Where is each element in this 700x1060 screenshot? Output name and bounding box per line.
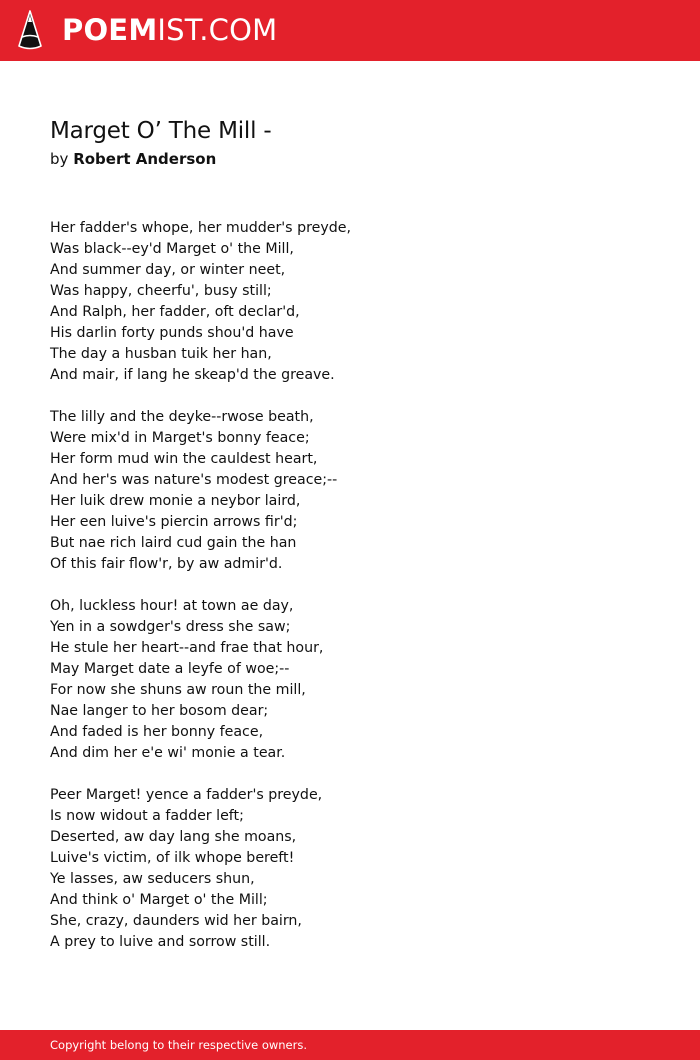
poem-line: But nae rich laird cud gain the han (50, 535, 297, 551)
poem-line: Luive's victim, of ilk whope bereft! (50, 850, 295, 866)
poem-line: And her's was nature's modest greace;-- (50, 472, 338, 488)
by-label: by (50, 150, 69, 168)
poem-line: Deserted, aw day lang she moans, (50, 829, 297, 845)
site-header (0, 0, 700, 61)
poem-line: A prey to luive and sorrow still. (50, 934, 271, 950)
stanza (50, 785, 650, 953)
byline (50, 149, 216, 169)
poem-title: Marget O’ The Mill - (50, 118, 272, 144)
poem-line: Ye lasses, aw seducers shun, (50, 871, 255, 887)
copyright-text: Copyright belong to their respective owners. (50, 1038, 308, 1052)
poem-line: And think o' Marget o' the Mill; (50, 892, 268, 908)
poem-line: And faded is her bonny feace, (50, 724, 264, 740)
poem-line: Was black--ey'd Marget o' the Mill, (50, 241, 294, 257)
stanza (50, 596, 650, 764)
poem-body (50, 218, 650, 974)
poem-line: The day a husban tuik her han, (50, 346, 272, 362)
poem-line: Her form mud win the cauldest heart, (50, 451, 318, 467)
poem-line: Her luik drew monie a neybor laird, (50, 493, 301, 509)
poem-line: Peer Marget! yence a fadder's preyde, (50, 787, 323, 803)
pencil-icon (17, 10, 43, 51)
poem-line: Was happy, cheerfu', busy still; (50, 283, 272, 299)
poem-line: Her een luive's piercin arrows fir'd; (50, 514, 298, 530)
poem-line: Her fadder's whope, her mudder's preyde, (50, 220, 351, 236)
poem-line: May Marget date a leyfe of woe;-- (50, 661, 290, 677)
logo-brand-light: IST.COM (157, 13, 278, 47)
poem-line: For now she shuns aw roun the mill, (50, 682, 306, 698)
poem-line: And Ralph, her fadder, oft declar'd, (50, 304, 300, 320)
poem-line: And summer day, or winter neet, (50, 262, 286, 278)
logo-brand-bold: POEM (62, 13, 158, 47)
poem-line: And mair, if lang he skeap'd the greave. (50, 367, 335, 383)
poem-line: Were mix'd in Marget's bonny feace; (50, 430, 310, 446)
poem-line: She, crazy, daunders wid her bairn, (50, 913, 302, 929)
poem-line: Oh, luckless hour! at town ae day, (50, 598, 294, 614)
author-name: Robert Anderson (73, 150, 217, 168)
stanza (50, 407, 650, 575)
poem-line: Nae langer to her bosom dear; (50, 703, 269, 719)
poem-line: Is now widout a fadder left; (50, 808, 244, 824)
poem-line: The lilly and the deyke--rwose beath, (50, 409, 314, 425)
site-footer (0, 1030, 700, 1060)
stanza (50, 218, 650, 386)
site-logo[interactable] (62, 13, 277, 47)
poem-line: Of this fair flow'r, by aw admir'd. (50, 556, 283, 572)
poem-line: Yen in a sowdger's dress she saw; (50, 619, 291, 635)
poem-line: His darlin forty punds shou'd have (50, 325, 294, 341)
poem-line: And dim her e'e wi' monie a tear. (50, 745, 286, 761)
poem-line: He stule her heart--and frae that hour, (50, 640, 324, 656)
